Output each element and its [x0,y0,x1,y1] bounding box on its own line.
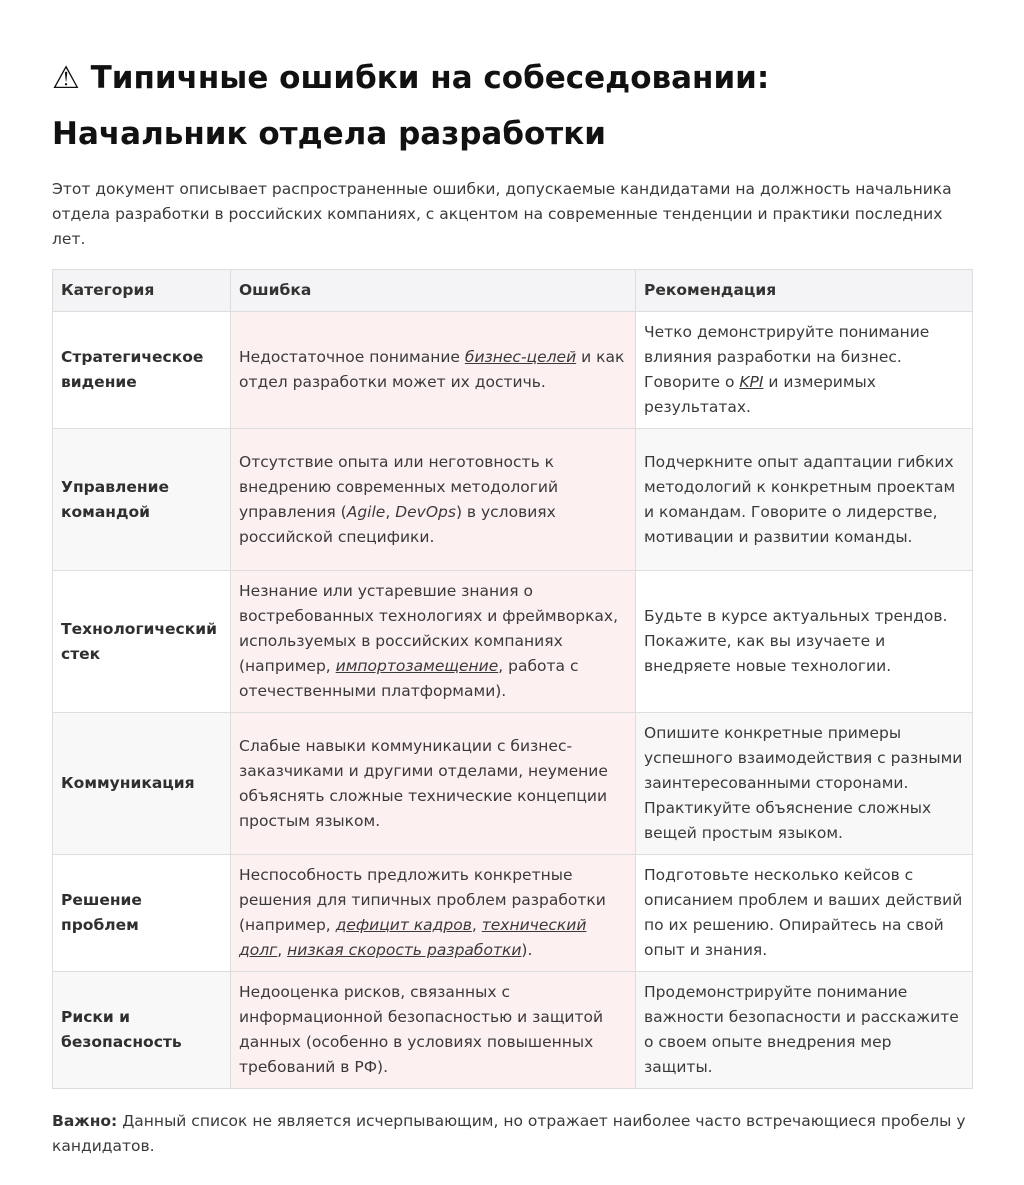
table-header-row [53,270,973,312]
error-cell: Незнание или устаревшие знания о востребованных технологиях и фреймворках, используемых в российских компаниях (например, импортозамещение, работа с отечественными платформами). [231,571,636,713]
intro-paragraph: Этот документ описывает распространенные ошибки, допускаемые кандидатами на должность начальника отдела разработки в российских компаниях, с акцентом на современные тенденции и практики последних лет. [52,180,952,248]
term-link: дефицит кадров [335,916,472,934]
term-link: низкая скорость разработки [287,941,522,959]
note-label: Важно: [52,1112,118,1130]
table-row [53,312,973,429]
header-error: Ошибка [231,270,636,312]
error-cell: Слабые навыки коммуникации с бизнес-заказчиками и другими отделами, неумение объяснять сложные технические концепции простым языком. [231,713,636,855]
error-cell: Отсутствие опыта или неготовность к внедрению современных методологий управления (Agile, DevOps) в условиях российской специфики. [231,429,636,571]
error-cell: Недооценка рисков, связанных с информационной безопасностью и защитой данных (особенно в условиях повышенных требований в РФ). [231,972,636,1089]
table-row [53,972,973,1089]
recommendation-cell: Будьте в курсе актуальных трендов. Покажите, как вы изучаете и внедряете новые технологии. [636,571,973,713]
warning-icon: ⚠ [52,60,80,96]
table-row [53,571,973,713]
note-text: Данный список не является исчерпывающим, но отражает наиболее часто встречающиеся пробелы у кандидатов. [52,1112,966,1155]
category-cell: Риски и безопасность [53,972,231,1089]
error-cell: Недостаточное понимание бизнес-целей и как отдел разработки может их достичь. [231,312,636,429]
recommendation-cell: Продемонстрируйте понимание важности безопасности и расскажите о своем опыте внедрения мер защиты. [636,972,973,1089]
page-title [52,50,972,162]
category-cell: Управление командой [53,429,231,571]
header-category: Категория [53,270,231,312]
recommendation-cell: Четко демонстрируйте понимание влияния разработки на бизнес. Говорите о KPI и измеримых результатах. [636,312,973,429]
term-link: технический долг [239,916,587,959]
table-row [53,429,973,571]
page-title-line2: Начальник отдела разработки [52,116,606,152]
recommendation-cell: Подчеркните опыт адаптации гибких методологий к конкретным проектам и командам. Говорите о лидерстве, мотивации и развитии команды. [636,429,973,571]
header-recommendation: Рекомендация [636,270,973,312]
term-link: импортозамещение [335,657,499,675]
category-cell: Технологический стек [53,571,231,713]
table-row [53,855,973,972]
term-link: бизнес-целей [464,348,577,366]
term-link: KPI [739,373,764,391]
category-cell: Стратегическое видение [53,312,231,429]
table-row [53,713,973,855]
recommendation-cell: Подготовьте несколько кейсов с описанием проблем и ваших действий по их решению. Опирайтесь на свой опыт и знания. [636,855,973,972]
term-italic: Agile [346,502,386,521]
term-italic: DevOps [395,502,456,521]
error-cell: Неспособность предложить конкретные решения для типичных проблем разработки (например, дефицит кадров, технический долг, низкая скорость разработки). [231,855,636,972]
important-note [52,1109,972,1159]
page-title-line1: Типичные ошибки на собеседовании: [90,60,770,96]
category-cell: Решение проблем [53,855,231,972]
mistakes-table [52,269,973,1089]
category-cell: Коммуникация [53,713,231,855]
recommendation-cell: Опишите конкретные примеры успешного взаимодействия с разными заинтересованными сторонами. Практикуйте объяснение сложных вещей простым языком. [636,713,973,855]
